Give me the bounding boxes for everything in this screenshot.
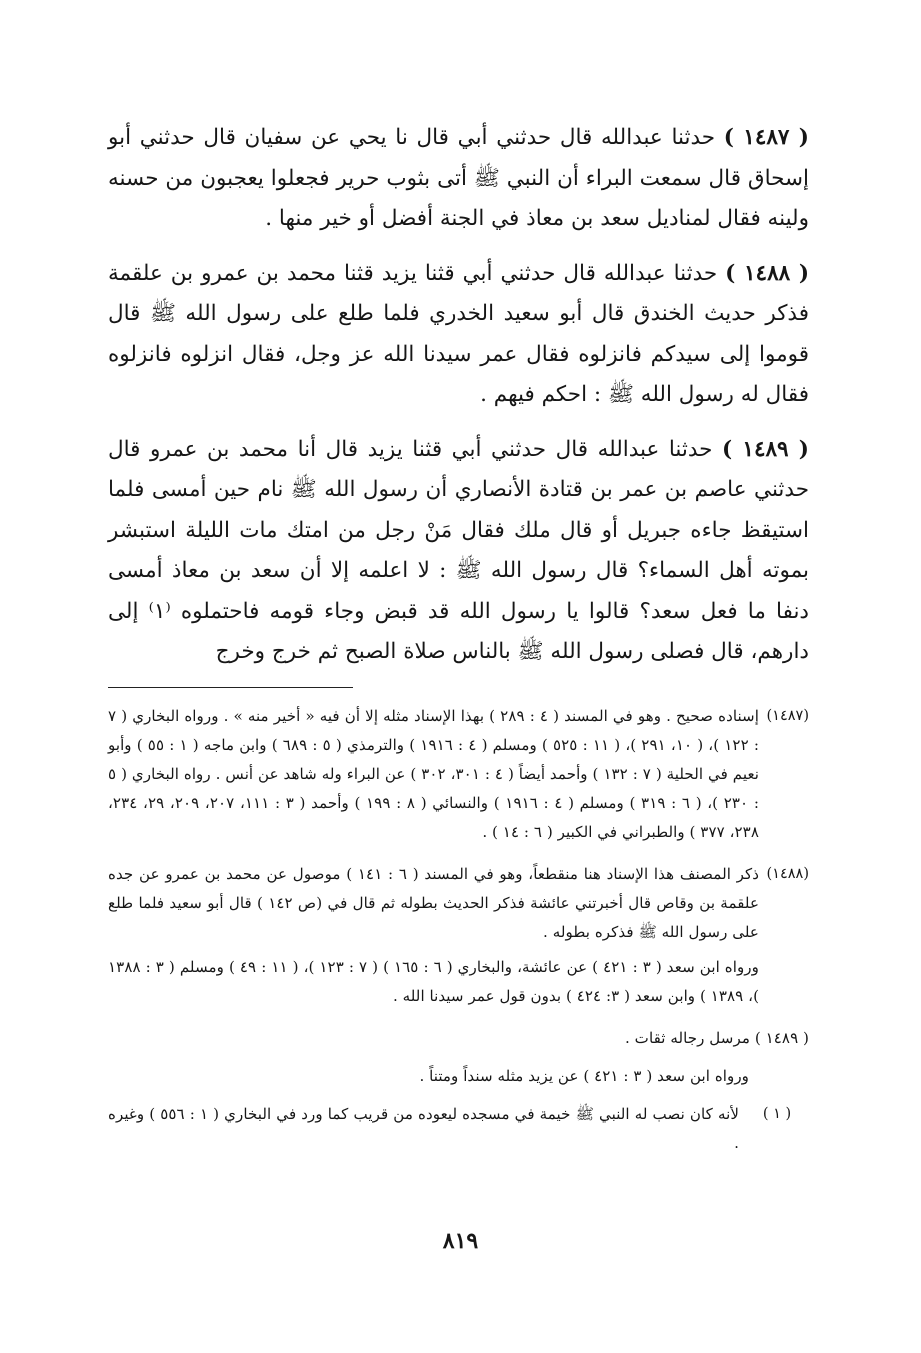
hadith-number: ( ١٤٨٩ )	[722, 436, 809, 462]
page-number: ٨١٩	[442, 1228, 479, 1254]
footnote-1489-line1: ( ١٤٨٩ ) مرسل رجاله ثقات .	[625, 1028, 809, 1047]
footnote-paragraph: إسناده صحيح . وهو في المسند ( ٤ : ٢٨٩ ) بهذا الإسناد مثله إلا أن فيه « أخير منه » . ورواه البخاري ( ٧ : ١٢٢ )، ( ١٠، ٢٩١ )، ( ١١ : ٥٢٥ ) ومسلم ( ٤ : ١٩١٦ ) والترمذي ( ٥ : ٦٨٩ ) وابن ماجه ( ١ : ٥٥ ) وأبو نعيم في الحلية ( ٧ : ١٣٢ ) وأحمد أيضاً ( ٤ : ٣٠١، ٣٠٢ ) عن البراء وله شاهد عن أنس . رواه البخاري ( ٥ : ٢٣٠ )، ( ٦ : ٣١٩ ) ومسلم ( ٤ : ١٩١٦ ) والنسائي ( ٨ : ١٩٩ ) وأحمد ( ٣ : ١١١، ٢٠٧، ٢٠٩، ٢٩، ٢٣٤، ٢٣٨، ٣٧٧ ) والطبراني في الكبير ( ٦ : ١٤ ) .	[108, 706, 760, 841]
footnote-1488	[108, 860, 809, 1017]
footnote-number: ( ١ )	[762, 1105, 792, 1122]
hadith-text: حدثنا عبدالله قال حدثني أبي قثنا يزيد قال أنا محمد بن عمرو قال حدثني عاصم بن عمر بن قتادة الأنصاري أن رسول الله ﷺ نام حين أمسى فلما استيقظ جاءه جبريل أو قال ملك فقال مَنْ رجل من امتك مات الليلة استبشر بموته أهل السماء؟ قال رسول الله ﷺ : لا اعلمه إلا أن سعد بن معاذ أمسى دنفا ما فعل سعد؟ قالوا يا رسول الله قد قبض وجاء قومه فاحتملوه ⁽١⁾ إلى دارهم، قال فصلى رسول الله ﷺ بالناس صلاة الصبح ثم خرج وخرج	[108, 436, 810, 664]
footnote-paragraph: ورواه ابن سعد ( ٣ : ٤٢١ ) عن عائشة، والبخاري ( ٦ : ١٦٥ ) ( ٧ : ١٢٣ )، ( ١١ : ٤٩ ) ومسلم ( ٣ : ١٣٨٨ )، ١٣٨٩ ) وابن سعد ( ٣: ٤٢٤ ) بدون قول عمر سيدنا الله .	[108, 957, 759, 1005]
footnote-1	[108, 1100, 809, 1164]
hadith-1488	[108, 254, 809, 416]
hadith-1487	[108, 118, 809, 240]
hadith-text: حدثنا عبدالله قال حدثني أبي قال نا يحي عن سفيان قال حدثني أبو إسحاق قال سمعت البراء أن النبي ﷺ أتى بثوب حرير فجعلوا يعجبون من حسنه ولينه فقال لمناديل سعد بن معاذ في الجنة أفضل أو خير منها .	[108, 125, 809, 231]
hadith-number: ( ١٤٨٨ )	[725, 260, 809, 286]
hadith-1489	[108, 430, 809, 673]
hadith-number: ( ١٤٨٧ )	[723, 125, 809, 150]
footnote-paragraph: ذكر المصنف هذا الإسناد هنا منقطعاً، وهو في المسند ( ٦ : ١٤١ ) موصول عن محمد بن عمرو عن جده علقمة بن وقاص قال أخبرتني عائشة فذكر الحديث بطوله ثم قال في (ص ١٤٢ ) قال أبو سعيد فلما طلع على رسول الله ﷺ فذكره بطوله .	[108, 864, 760, 941]
footnote-paragraph: لأنه كان نصب له النبي ﷺ خيمة في مسجده ليعوده من قريب كما ورد في البخاري ( ١ : ٥٥٦ ) وغيره .	[108, 1104, 739, 1152]
footnote-number: (١٤٨٨)	[766, 865, 809, 882]
footnote-1489-line2: ورواه ابن سعد ( ٣ : ٤٢١ ) عن يزيد مثله سنداً ومتناً .	[419, 1066, 749, 1085]
footnote-number: (١٤٨٧)	[766, 707, 809, 724]
hadith-text: حدثنا عبدالله قال حدثني أبي قثنا يزيد قثنا محمد بن عمرو بن علقمة فذكر حديث الخندق قال أبو سعيد الخدري فلما طلع على رسول الله ﷺ قال قوموا إلى سيدكم فانزلوه فقال عمر سيدنا الله عز وجل، فقال انزلوه فانزلوه فقال له رسول الله ﷺ : احكم فيهم .	[108, 260, 809, 407]
footnote-1487	[108, 702, 809, 853]
footnote-separator	[108, 687, 353, 688]
